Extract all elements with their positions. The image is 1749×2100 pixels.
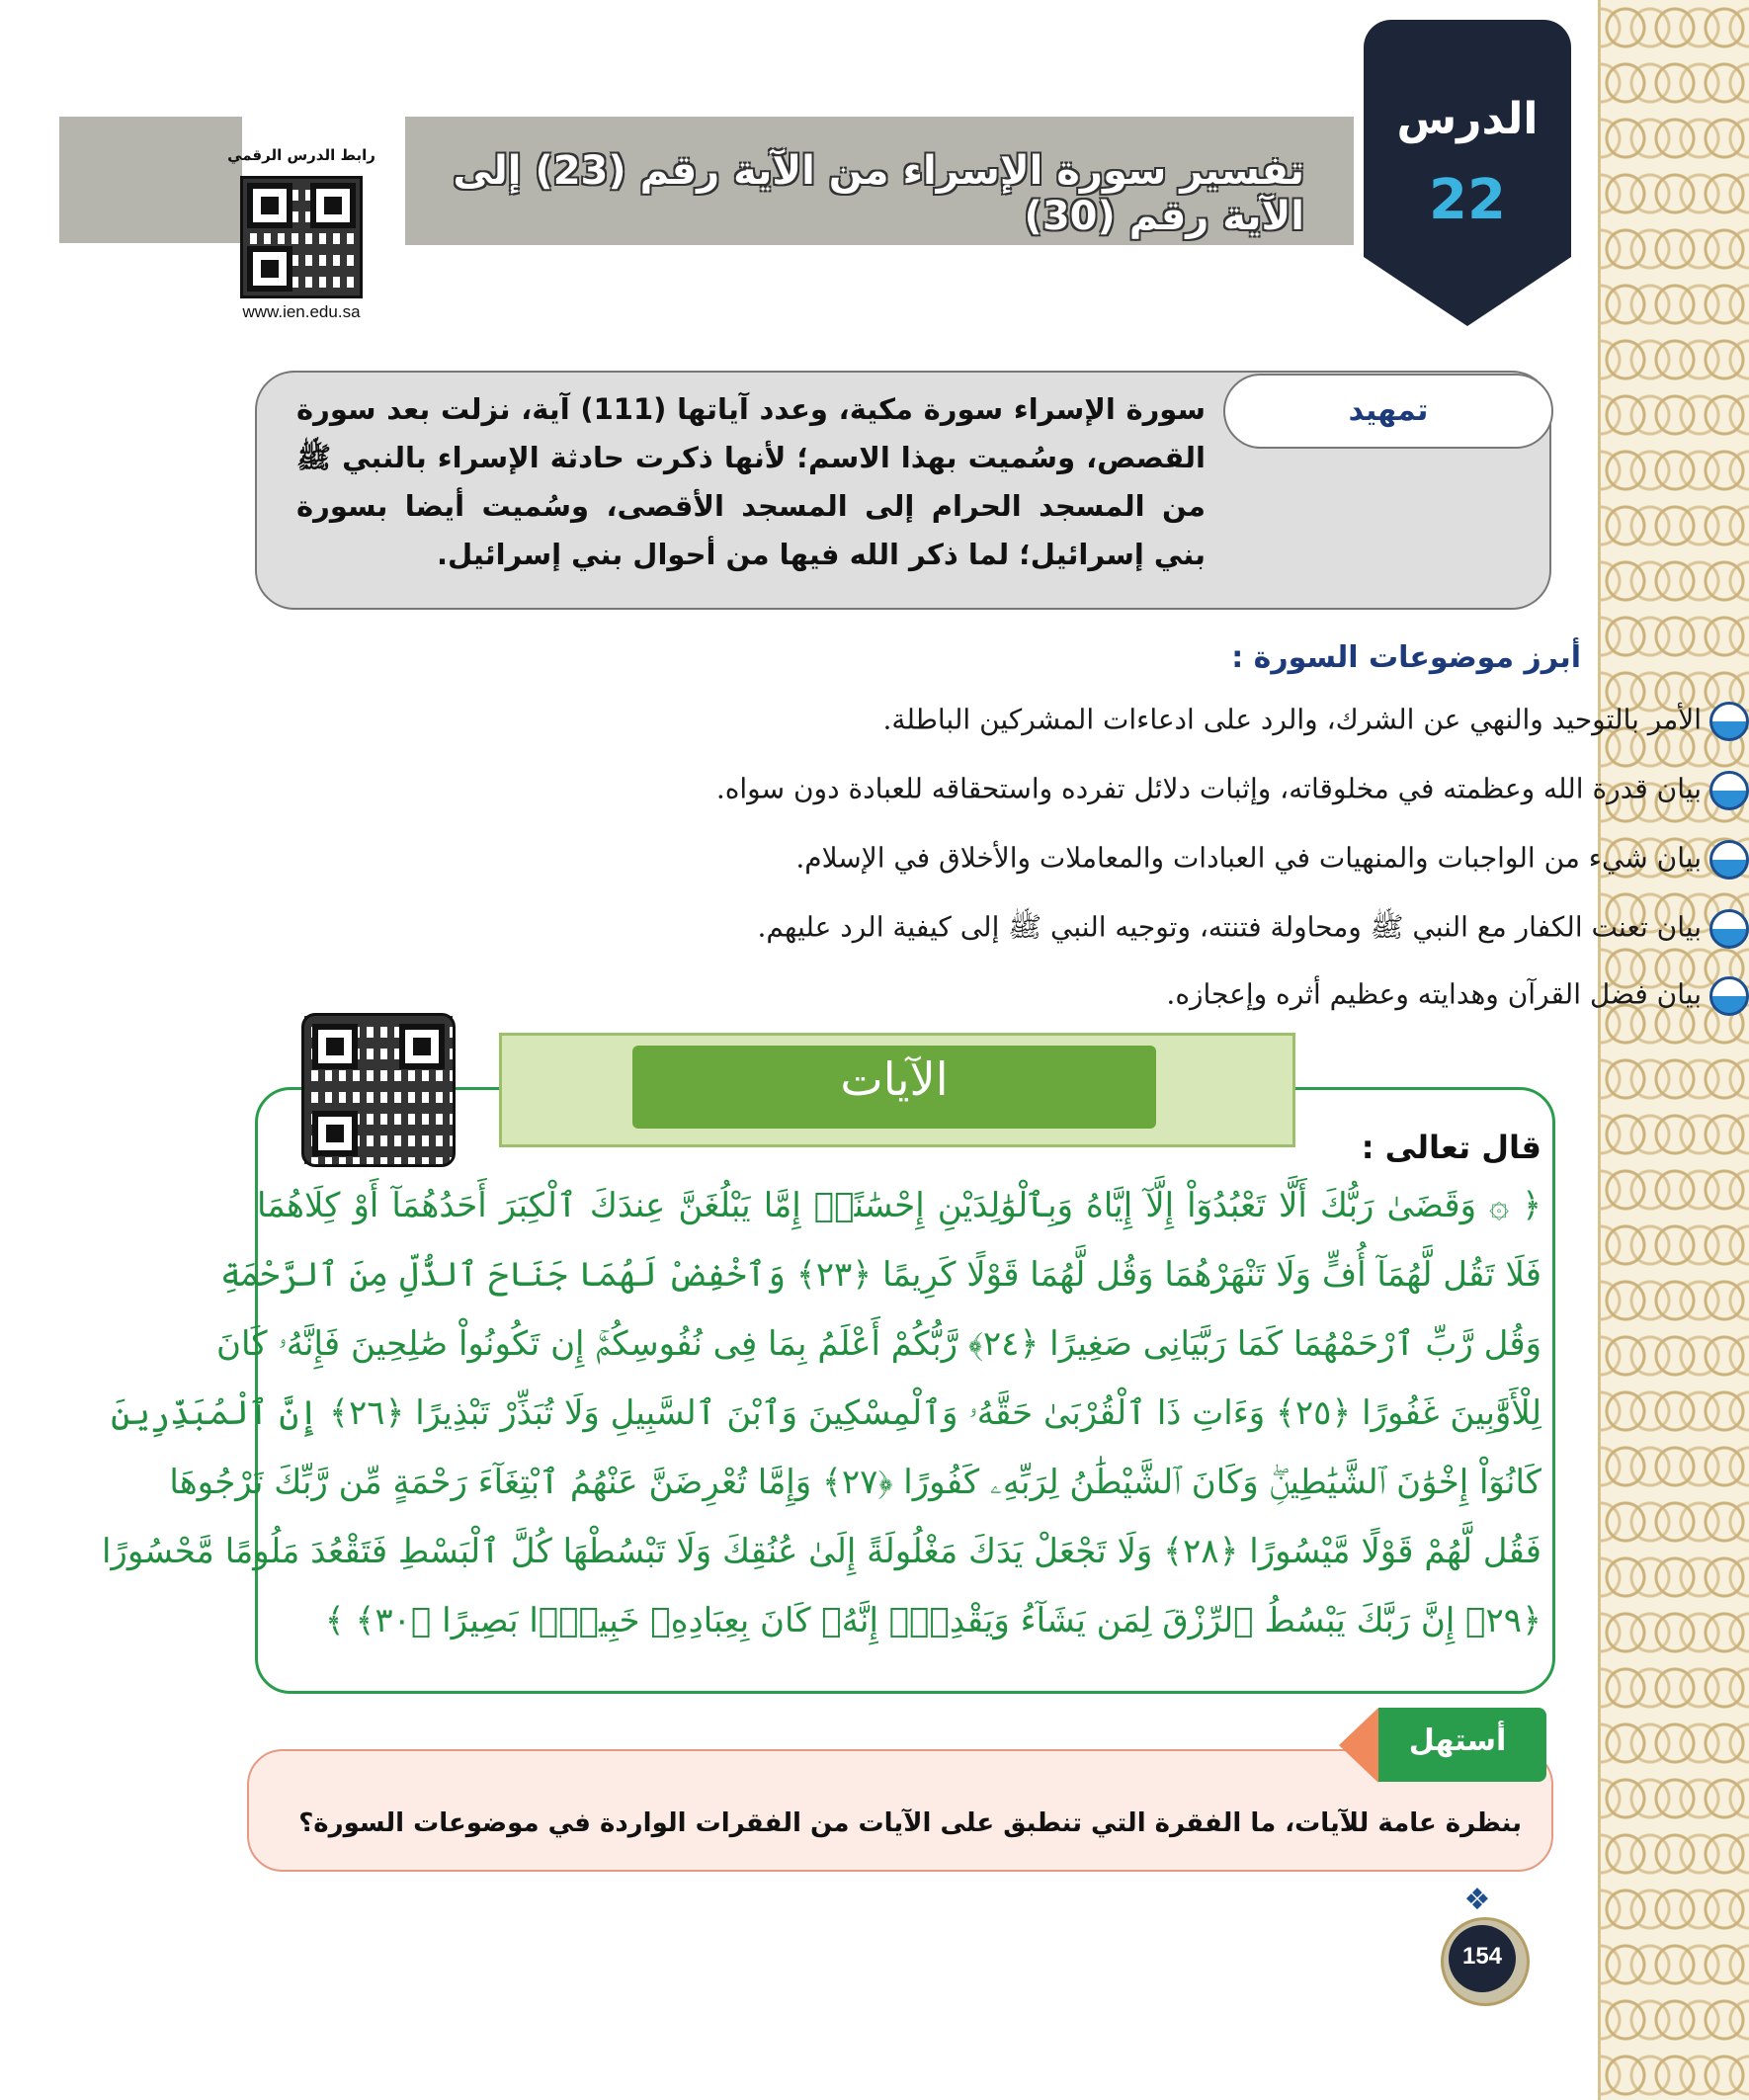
topic-text: بيان فضل القرآن وهدايته وعظيم أثره وإعجازه.: [1166, 977, 1702, 1011]
verse-line: لِلْأَوَّٰبِينَ غَفُورًا ﴿٢٥﴾ وَءَاتِ ذَا ٱلْقُرْبَىٰ حَقَّهُۥ وَٱلْمِسْكِينَ وَٱبْنَ ٱلسَّبِيلِ وَلَا تُبَذِّرْ تَبْذِيرًا ﴿٢٦﴾ إِنَّ ٱلْمُبَذِّرِينَ: [111, 1393, 1541, 1433]
lesson-number: 22: [1429, 168, 1506, 232]
verse-line: ﴿٢٩﴾ إِنَّ رَبَّكَ يَبْسُطُ ٱلرِّزْقَ لِمَن يَشَآءُ وَيَقْدِرُۚ إِنَّهُۥ كَانَ بِعِبَادِهِۦ خَبِيرًۢا بَصِيرًا ﴿٣٠﴾ ﴾: [324, 1601, 1541, 1640]
qr-finder: [312, 1111, 358, 1156]
page-number: 154: [1461, 1943, 1503, 1970]
bullet-icon: [1709, 840, 1749, 880]
decorative-border: [1598, 0, 1749, 2100]
topic-item: [188, 771, 1749, 820]
lesson-label: الدرس: [1396, 94, 1539, 144]
bullet-icon: [1709, 771, 1749, 810]
title-band-left: [59, 117, 242, 243]
bullet-icon: [1709, 976, 1749, 1016]
intro-tab: تمهيد: [1223, 374, 1553, 449]
qr-code-top[interactable]: [240, 176, 363, 298]
qr-code-ayat[interactable]: [301, 1013, 456, 1167]
qr-finder: [310, 183, 356, 228]
topic-item: [188, 909, 1749, 959]
topic-text: بيان شيء من الواجبات والمنهيات في العبادات والمعاملات والأخلاق في الإسلام.: [795, 841, 1702, 875]
qr-finder: [247, 246, 292, 292]
verse-line: ﴿ ۞ وَقَضَىٰ رَبُّكَ أَلَّا تَعْبُدُوٓاْ إِلَّآ إِيَّاهُ وَبِٱلْوَٰلِدَيْنِ إِحْسَٰنًاۚ إِمَّا يَبْلُغَنَّ عِندَكَ ٱلْكِبَرَ أَحَدُهُمَآ أَوْ كِلَاهُمَا: [257, 1186, 1541, 1225]
qr-finder: [312, 1024, 358, 1069]
qr-url[interactable]: www.ien.edu.sa: [242, 302, 361, 321]
topics-heading: أبرز موضوعات السورة :: [1231, 640, 1581, 675]
ayat-banner-title: الآيات: [840, 1052, 949, 1106]
istahel-label: أستهل: [1408, 1723, 1507, 1758]
topic-item: [188, 840, 1749, 889]
lesson-title: تفسير سورة الإسراء من الآية رقم (23) إلى الآية رقم (30): [453, 148, 1304, 239]
verse-line: وَقُل رَّبِّ ٱرْحَمْهُمَا كَمَا رَبَّيَانِى صَغِيرًا ﴿٢٤﴾ رَّبُّكُمْ أَعْلَمُ بِمَا فِى نُفُوسِكُمْۚ إِن تَكُونُواْ صَٰلِحِينَ فَإِنَّهُۥ كَانَ: [216, 1324, 1541, 1364]
ornament-icon: ❖: [1463, 1883, 1491, 1917]
topic-text: بيان تعنت الكفار مع النبي ﷺ ومحاولة فتنته، وتوجيه النبي ﷺ إلى كيفية الرد عليهم.: [757, 910, 1702, 944]
verse-line: فَلَا تَقُل لَّهُمَآ أُفٍّ وَلَا تَنْهَرْهُمَا وَقُل لَّهُمَا قَوْلًا كَرِيمًا ﴿٢٣﴾ وَٱخْفِضْ لَهُمَا جَنَاحَ ٱلذُّلِّ مِنَ ٱلرَّحْمَةِ: [220, 1255, 1541, 1295]
bullet-icon: [1709, 909, 1749, 949]
chevron-left-icon: [1339, 1708, 1378, 1783]
qr-digital-label: رابط الدرس الرقمي: [227, 146, 375, 164]
verse-line: فَقُل لَّهُمْ قَوْلًا مَّيْسُورًا ﴿٢٨﴾ وَلَا تَجْعَلْ يَدَكَ مَغْلُولَةً إِلَىٰ عُنُقِكَ وَلَا تَبْسُطْهَا كُلَّ ٱلْبَسْطِ فَتَقْعُدَ مَلُومًا مَّحْسُورًا: [101, 1532, 1541, 1571]
bullet-icon: [1709, 702, 1749, 741]
topic-item: [188, 702, 1749, 751]
topic-text: الأمر بالتوحيد والنهي عن الشرك، والرد على ادعاءات المشركين الباطلة.: [882, 703, 1702, 736]
qr-finder: [399, 1024, 445, 1069]
verse-line: كَانُوٓاْ إِخْوَٰنَ ٱلشَّيَٰطِينِۖ وَكَانَ ٱلشَّيْطَٰنُ لِرَبِّهِۦ كَفُورًا ﴿٢٧﴾ وَإِمَّا تُعْرِضَنَّ عَنْهُمُ ٱبْتِغَآءَ رَحْمَةٍ مِّن رَّبِّكَ تَرْجُوهَا: [169, 1463, 1541, 1502]
qr-finder: [247, 183, 292, 228]
intro-text: سورة الإسراء سورة مكية، وعدد آياتها (111) آية، نزلت بعد سورة القصص، وسُميت بهذا الاسم؛ لأنها ذكرت حادثة الإسراء بالنبي ﷺ من المسجد الحرام إلى المسجد الأقصى، وسُميت أيضا بسورة بني إسرائيل؛ لما ذكر الله فيها من أحوال بني إسرائيل.: [296, 392, 1206, 571]
istahel-question: بنظرة عامة للآيات، ما الفقرة التي تنطبق على الآيات من الفقرات الواردة في موضوعات السورة؟: [298, 1808, 1522, 1838]
topic-text: بيان قدرة الله وعظمته في مخلوقاته، وإثبات دلائل تفرده واستحقاقه للعبادة دون سواه.: [715, 772, 1702, 805]
qala-heading: قال تعالى :: [1361, 1129, 1541, 1166]
